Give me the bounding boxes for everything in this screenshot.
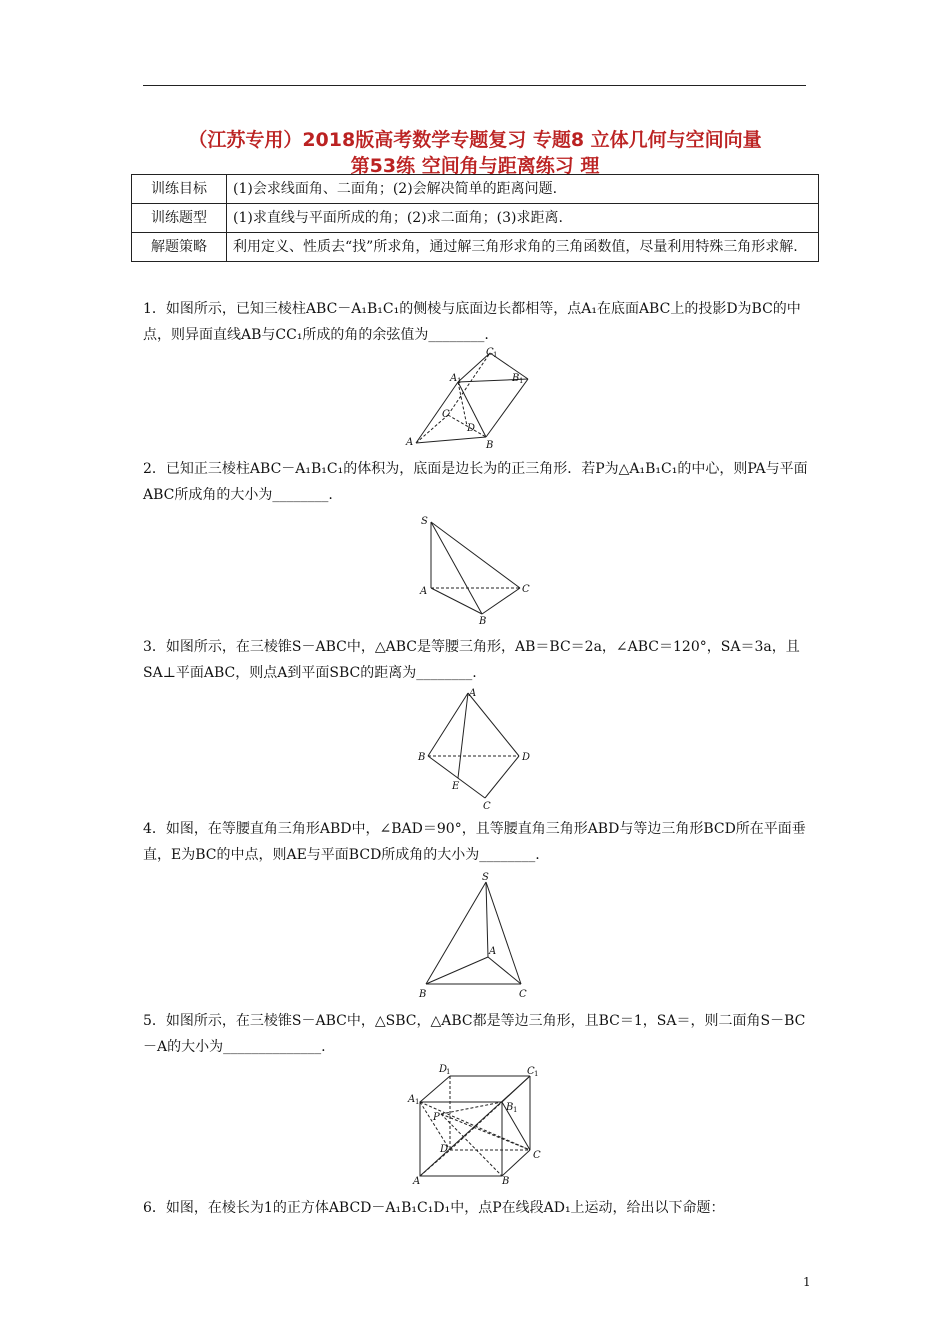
row-text: 利用定义、性质去“找”所求角，通过解三角形求角的三角函数值，尽量利用特殊三角形求解. bbox=[227, 233, 819, 262]
fig-label: C bbox=[486, 347, 494, 358]
figure-pyramid-4 bbox=[413, 868, 538, 1000]
fig-label-sub: 1 bbox=[446, 1068, 451, 1076]
table-row bbox=[132, 233, 819, 262]
row-label: 训练目标 bbox=[132, 175, 227, 204]
fig-label: B bbox=[506, 1102, 514, 1113]
fig-label: D bbox=[522, 752, 531, 763]
doc-title-line2: 第53练 空间角与距离练习 理 bbox=[350, 155, 600, 177]
fig-label: A bbox=[413, 1176, 421, 1185]
fig-label: B bbox=[479, 616, 487, 625]
table-row bbox=[132, 175, 819, 204]
fig-label-sub: 1 bbox=[415, 1098, 420, 1106]
row-text: (1)会求线面角、二面角；(2)会解决简单的距离问题. bbox=[227, 175, 819, 204]
fig-label: C bbox=[527, 1066, 535, 1077]
doc-title-line1: （江苏专用）2018版高考数学专题复习 专题8 立体几何与空间向量 bbox=[188, 129, 762, 151]
fig-label: B bbox=[502, 1176, 510, 1185]
fig-label: C bbox=[533, 1150, 541, 1161]
fig-label: C bbox=[483, 801, 491, 812]
question-2: 2．已知正三棱柱ABC－A₁B₁C₁的体积为，底面是边长为的正三角形．若P为△A₁B₁C₁的中心，则PA与平面ABC所成角的大小为________. bbox=[143, 461, 808, 503]
fig-label-sub: 1 bbox=[457, 377, 462, 385]
figure-pyramid-2 bbox=[415, 510, 540, 625]
fig-label: A bbox=[420, 586, 428, 597]
fig-label: B bbox=[419, 989, 427, 1000]
fig-label: S bbox=[421, 516, 428, 527]
fig-label-sub: 1 bbox=[493, 351, 498, 359]
question-4: 4．如图，在等腰直角三角形ABD中，∠BAD＝90°，且等腰直角三角形ABD与等边三角形BCD所在平面垂直，E为BC的中点，则AE与平面BCD所成角的大小为________. bbox=[143, 821, 806, 863]
fig-label: D bbox=[439, 1064, 448, 1075]
fig-label: B bbox=[512, 373, 520, 384]
question-6: 6．如图，在棱长为1的正方体ABCD－A₁B₁C₁D₁中，点P在线段AD₁上运动，给出以下命题： bbox=[143, 1200, 725, 1216]
figure-prism-1 bbox=[400, 345, 530, 450]
fig-label: C bbox=[519, 989, 527, 1000]
fig-label: B bbox=[418, 752, 426, 763]
table-row bbox=[132, 204, 819, 233]
fig-label: D bbox=[440, 1144, 449, 1155]
question-3: 3．如图所示，在三棱锥S－ABC中，△ABC是等腰三角形，AB＝BC＝2a，∠ABC＝120°，SA＝3a，且SA⊥平面ABC，则点A到平面SBC的距离为________. bbox=[143, 639, 800, 681]
question-5: 5．如图所示，在三棱锥S－ABC中，△SBC，△ABC都是等边三角形，且BC＝1，SA＝，则二面角S－BC－A的大小为______________. bbox=[143, 1013, 806, 1055]
fig-label-sub: 1 bbox=[519, 377, 524, 385]
figure-cube-5 bbox=[405, 1060, 550, 1185]
figure-tetra-3 bbox=[412, 685, 542, 813]
row-label: 解题策略 bbox=[132, 233, 227, 262]
fig-label: A bbox=[408, 1094, 416, 1105]
question-1: 1．如图所示，已知三棱柱ABC－A₁B₁C₁的侧棱与底面边长都相等，点A₁在底面ABC上的投影D为BC的中点，则异面直线AB与CC₁所成的角的余弦值为________. bbox=[143, 301, 801, 343]
header-rule bbox=[143, 85, 806, 86]
fig-label: A bbox=[406, 437, 414, 448]
fig-label: D bbox=[467, 423, 476, 434]
fig-label: E bbox=[452, 781, 460, 792]
training-info-table bbox=[131, 174, 819, 262]
fig-label-sub: 1 bbox=[513, 1106, 518, 1114]
fig-label: B bbox=[486, 440, 494, 450]
fig-label: A bbox=[450, 373, 458, 384]
row-text: (1)求直线与平面所成的角；(2)求二面角；(3)求距离. bbox=[227, 204, 819, 233]
fig-label: S bbox=[482, 872, 489, 883]
fig-label-sub: 1 bbox=[534, 1070, 539, 1078]
page-number: 1 bbox=[803, 1275, 811, 1289]
fig-label: C bbox=[442, 409, 450, 420]
fig-label: C bbox=[522, 584, 530, 595]
fig-label: A bbox=[489, 946, 497, 957]
row-label: 训练题型 bbox=[132, 204, 227, 233]
fig-label: A bbox=[469, 688, 477, 699]
fig-label: P bbox=[433, 1112, 440, 1123]
